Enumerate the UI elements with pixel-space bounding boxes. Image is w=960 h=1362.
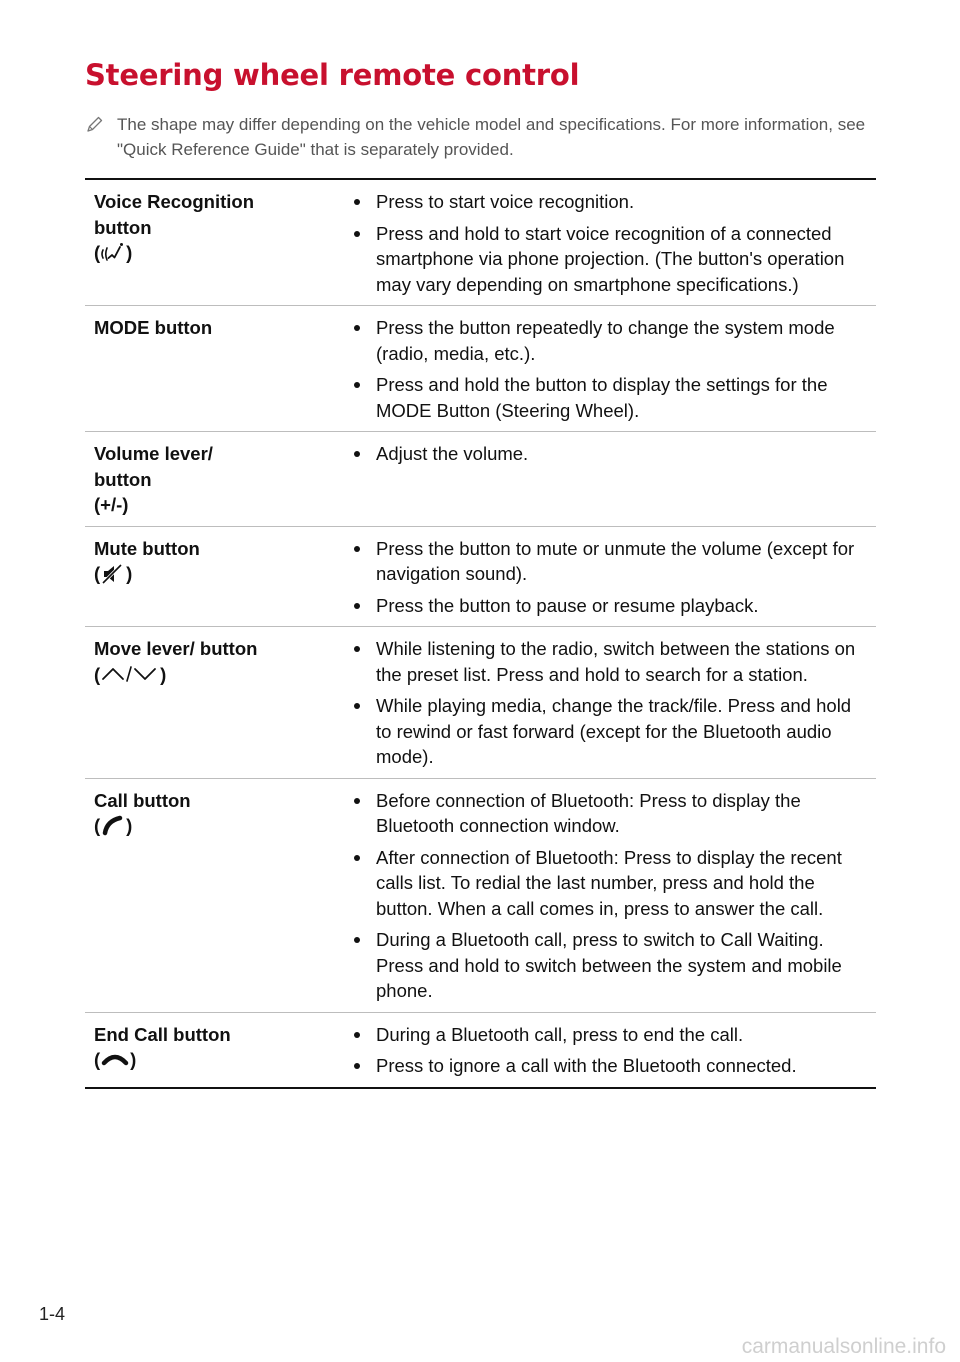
control-name: Call button (94, 789, 191, 811)
page-title: Steering wheel remote control (85, 58, 580, 92)
list-item: Adjust the volume. (351, 441, 868, 467)
controls-table (85, 178, 876, 1089)
control-symbol: ( ) (94, 663, 167, 685)
pencil-icon (85, 114, 105, 134)
control-label-cell (85, 189, 351, 297)
chevron-up-down-icon (100, 663, 160, 685)
control-description (351, 636, 876, 770)
list-item: While listening to the radio, switch between the stations on the preset list. Press and hold to search for a station. (351, 636, 868, 687)
control-name: MODE button (94, 317, 213, 338)
mute-icon (100, 563, 126, 585)
table-row (85, 306, 876, 432)
table-row (85, 527, 876, 628)
list-item: Press and hold the button to display the settings for the MODE Button (Steering Wheel). (351, 372, 868, 423)
list-item: Press and hold to start voice recognition of a connected smartphone via phone projection. (The button's operation may vary depending on smartphone specifications.) (351, 221, 868, 298)
list-item: Press the button to mute or unmute the volume (except for navigation sound). (351, 536, 868, 587)
list-item: During a Bluetooth call, press to switch to Call Waiting. Press and hold to switch between the system and mobile phone. (351, 927, 868, 1004)
control-description (351, 788, 876, 1004)
control-name: Move lever/ button (94, 638, 258, 659)
control-label-cell (85, 441, 351, 518)
note (85, 112, 875, 162)
control-name: Voice Recognition button (94, 191, 255, 238)
list-item: After connection of Bluetooth: Press to display the recent calls list. To redial the last number, press and hold the button. When a call comes in, press to answer the call. (351, 845, 868, 922)
control-symbol: ( ) (94, 242, 133, 263)
control-name: Mute button (94, 537, 200, 559)
control-name: End Call button (94, 1023, 231, 1045)
voice-recognition-icon (100, 242, 126, 264)
list-item: Press to ignore a call with the Bluetooth connected. (351, 1053, 868, 1079)
control-description (351, 441, 876, 518)
table-row (85, 779, 876, 1013)
table-row (85, 180, 876, 306)
control-label-cell (85, 1022, 351, 1079)
control-description (351, 1022, 876, 1079)
list-item: While playing media, change the track/file. Press and hold to rewind or fast forward (except for the Bluetooth audio mode). (351, 693, 868, 770)
list-item: During a Bluetooth call, press to end the call. (351, 1022, 868, 1048)
control-description (351, 189, 876, 297)
list-item: Press to start voice recognition. (351, 189, 868, 215)
control-description (351, 536, 876, 619)
control-name: Volume lever/ button (94, 443, 213, 490)
page-number: 1-4 (39, 1304, 66, 1324)
table-row (85, 1013, 876, 1087)
control-label-cell (85, 636, 351, 770)
control-symbol: (+/-) (94, 494, 129, 515)
control-symbol: ( ) (94, 563, 133, 584)
control-symbol: ( ) (94, 1049, 137, 1070)
end-call-icon (100, 1049, 130, 1071)
note-text: The shape may differ depending on the vehicle model and specifications. For more information, see "Quick Reference Guide" that is separately provided. (117, 115, 866, 159)
list-item: Press the button repeatedly to change the system mode (radio, media, etc.). (351, 315, 868, 366)
control-label-cell (85, 315, 351, 423)
list-item: Press the button to pause or resume playback. (351, 593, 868, 619)
list-item: Before connection of Bluetooth: Press to display the Bluetooth connection window. (351, 788, 868, 839)
control-symbol: ( ) (94, 815, 133, 836)
watermark: carmanualsonline.info (741, 1335, 946, 1358)
table-row (85, 627, 876, 779)
control-label-cell (85, 788, 351, 1004)
call-icon (100, 815, 126, 837)
table-row (85, 432, 876, 527)
control-description (351, 315, 876, 423)
control-label-cell (85, 536, 351, 619)
